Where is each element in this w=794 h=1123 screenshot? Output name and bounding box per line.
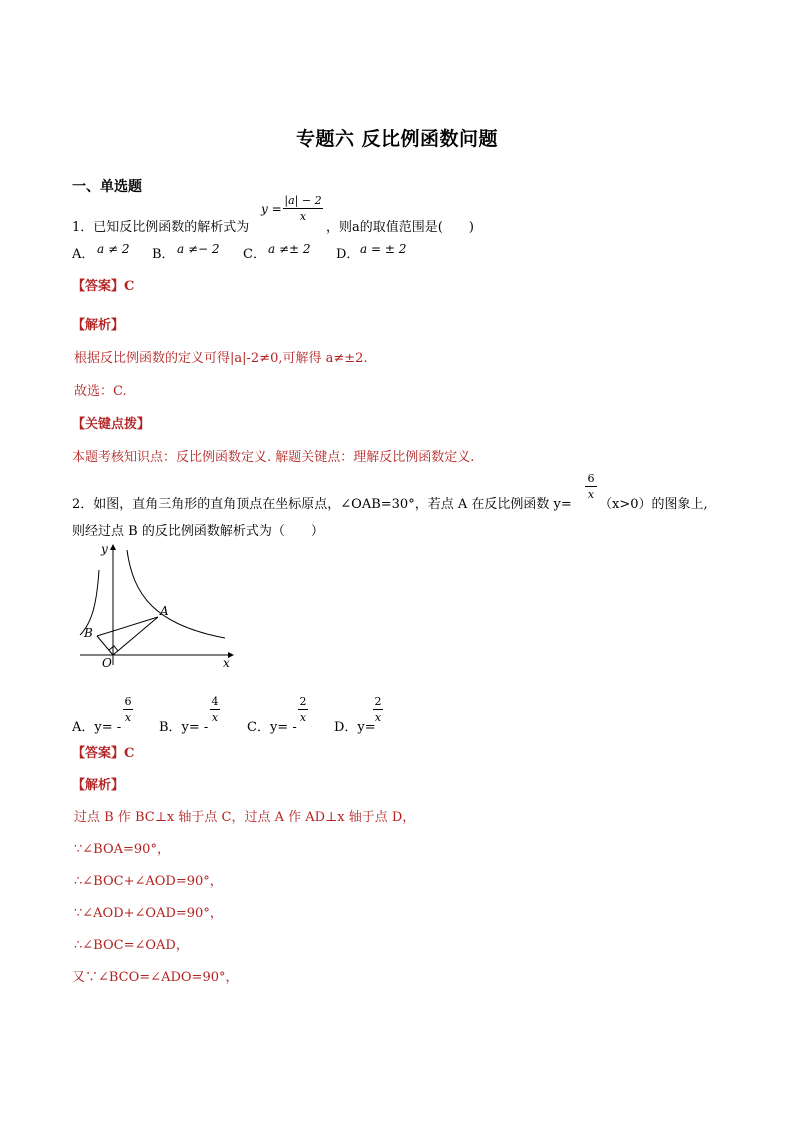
q1-key-text: 本题考核知识点：反比例函数定义. 解题关键点：理解反比例函数定义. [72,450,475,465]
q2-option-a: A．y= - [72,720,122,735]
q2-analysis-line-2: ∵∠BOA=90°， [74,842,170,857]
q2-stem-middle: （x>0）的图象上, [599,497,708,512]
q1-analysis-label: 【解析】 [72,318,125,333]
q1-option-d-label: D． [336,247,360,262]
q1-formula-y: y = [261,202,282,216]
q2-option-a-denominator: x [124,711,132,724]
q1-formula-numerator: |a| − 2 [284,194,322,207]
graph-label-a: A [160,604,169,618]
q2-analysis-line-3: ∴∠BOC+∠AOD=90°， [74,874,223,889]
graph-label-b: B [84,626,93,640]
q1-stem-start: 1．已知反比例函数的解析式为 [72,220,250,235]
q2-option-d-numerator: 2 [374,695,382,708]
q2-stem-denominator: x [587,488,595,501]
q1-key-label: 【关键点拨】 [72,417,151,432]
q1-stem-end: ，则a的取值范围是( ) [326,220,474,235]
q1-option-b-text: a ≠− 2 [177,242,220,256]
q1-analysis-line-1: 根据反比例函数的定义可得|a|-2≠0,可解得 a≠±2. [74,351,368,366]
q2-option-c-denominator: x [299,711,307,724]
q2-option-c: C．y= - [247,720,297,735]
section-heading: 一、单选题 [72,179,142,195]
q2-stem-fraction [585,473,597,500]
q2-stem-end: 则经过点 B 的反比例函数解析式为（ ） [72,524,324,539]
q2-option-a-numerator: 6 [124,695,132,708]
q2-analysis-line-4: ∵∠AOD+∠OAD=90°， [74,906,223,921]
q2-option-c-fraction [298,696,308,723]
graph-label-y: y [101,542,108,556]
q2-coordinate-graph [75,540,240,670]
q1-formula-denominator: x [299,210,307,223]
q1-option-b-label: B． [152,247,175,262]
q2-option-d-fraction [373,696,383,723]
q2-analysis-label: 【解析】 [72,778,125,793]
q1-option-c-label: C． [243,247,266,262]
q2-option-a-fraction [123,696,133,723]
q1-analysis-line-2: 故选：C. [74,384,127,399]
segment-oa [113,617,158,655]
graph-label-x: x [223,656,230,670]
q2-option-c-numerator: 2 [299,695,307,708]
q1-option-a-label: A． [72,247,95,262]
q1-option-d-text: a = ± 2 [360,242,407,256]
graph-label-o: O [102,656,112,670]
q2-stem-numerator: 6 [587,472,595,485]
page-title: 专题六 反比例函数问题 [295,128,499,150]
q1-option-c-text: a ≠± 2 [268,242,311,256]
hyperbola-branch-right [127,550,225,638]
segment-ab [97,617,158,636]
q2-stem-start: 2．如图，直角三角形的直角顶点在坐标原点，∠OAB=30°，若点 A 在反比例函数 y= [72,497,572,512]
q2-option-d: D．y= [334,720,376,735]
q2-option-b-fraction [210,696,220,723]
q1-option-a-text: a ≠ 2 [97,242,130,256]
q2-option-b: B．y= - [159,720,209,735]
q2-option-b-denominator: x [211,711,219,724]
q2-analysis-line-5: ∴∠BOC=∠OAD， [74,938,189,953]
q2-analysis-line-1: 过点 B 作 BC⊥x 轴于点 C，过点 A 作 AD⊥x 轴于点 D， [74,810,416,825]
q2-option-b-numerator: 4 [211,695,219,708]
segment-ob [97,636,113,655]
q1-answer: 【答案】C [72,279,135,294]
q1-formula-fraction [283,195,323,222]
q2-option-d-denominator: x [374,711,382,724]
q2-answer: 【答案】C [72,746,135,761]
q2-analysis-line-6: 又∵∠BCO=∠ADO=90°， [72,970,239,985]
